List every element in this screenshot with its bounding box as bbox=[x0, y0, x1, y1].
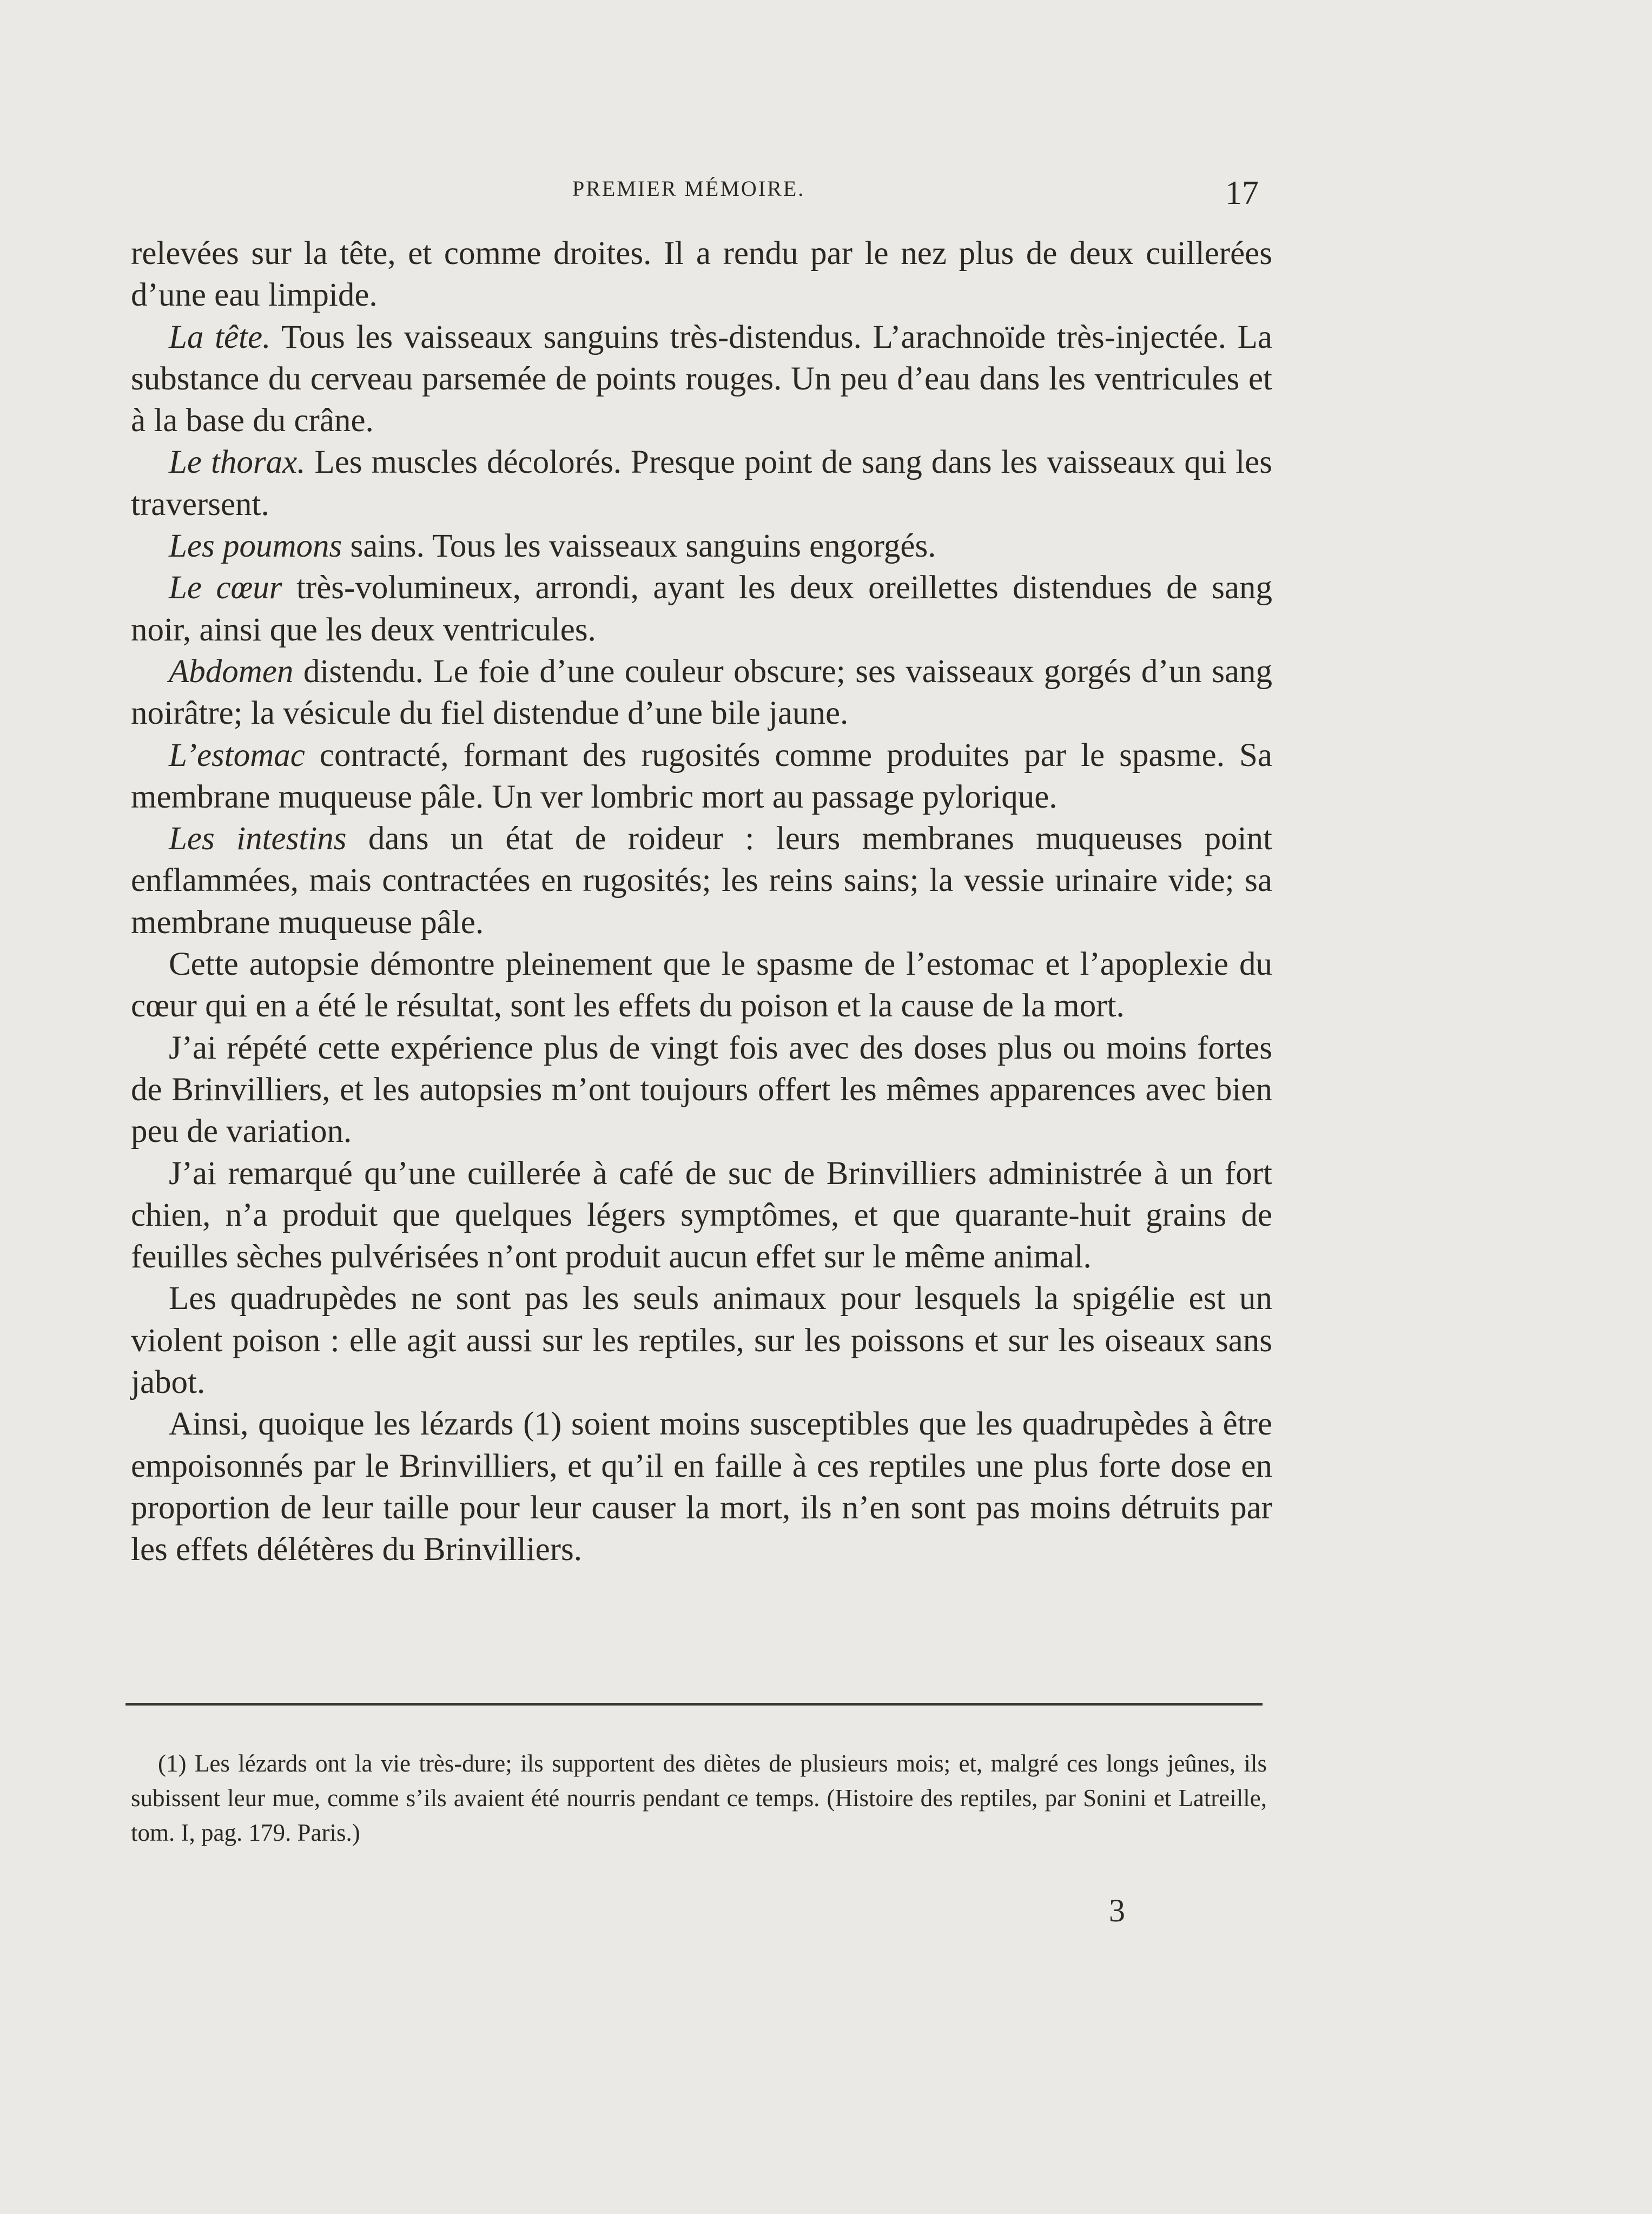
paragraph-text: Les muscles décolorés. Presque point de sang dans les vaisseaux qui les traversent. bbox=[131, 444, 1272, 523]
footnote bbox=[131, 1746, 1267, 1850]
section-label: L’estomac bbox=[169, 737, 305, 774]
paragraph: Les quadrupèdes ne sont pas les seuls animaux pour lesquels la spigélie est un violent poison : elle agit aussi sur les reptiles, sur les poissons et sur les oiseaux sans jabot. bbox=[131, 1280, 1272, 1401]
paragraph bbox=[131, 818, 1272, 943]
paragraph-text: Tous les vaisseaux sanguins très-distendus. L’arachnoïde très-injectée. La substance du cerveau parsemée de points rouges. Un peu d’eau dans les ventricules et à la base du crâne. bbox=[131, 319, 1272, 439]
paragraph bbox=[131, 651, 1272, 735]
page-number: 17 bbox=[1225, 175, 1259, 212]
section-label: Le cœur bbox=[169, 570, 282, 606]
footnote-text: (1) Les lézards ont la vie très-dure; ils supportent des diètes de plusieurs mois; et, malgré ces longs jeûnes, ils subissent leur mue, comme s’ils avaient été nourris pendant ce temps. (Histoire des reptiles, par Sonini et Latreille, tom. I, pag. 179. Paris.) bbox=[131, 1750, 1267, 1846]
paragraph: Cette autopsie démontre pleinement que le spasme de l’estomac et l’apoplexie du cœur qui en a été le résultat, sont les effets du poison et la cause de la mort. bbox=[131, 946, 1272, 1025]
paragraph bbox=[131, 567, 1272, 651]
paragraph-text: contracté, formant des rugosités comme produites par le spasme. Sa membrane muqueuse pâle. Un ver lombric mort au passage pylorique. bbox=[131, 737, 1273, 815]
paragraph: relevées sur la tête, et comme droites. Il a rendu par le nez plus de deux cuillerées d’une eau limpide. bbox=[131, 235, 1272, 314]
paragraph: J’ai remarqué qu’une cuillerée à café de suc de Brinvilliers administrée à un fort chien, n’a produit que quelques légers symptômes, et que quarante-huit grains de feuilles sèches pulvérisées n’ont produit aucun effet sur le même animal. bbox=[131, 1155, 1272, 1275]
paragraph-text: sains. Tous les vaisseaux sanguins engorgés. bbox=[350, 528, 936, 565]
paragraph bbox=[131, 441, 1272, 525]
paragraph-text: distendu. Le foie d’une couleur obscure; ses vaisseaux gorgés d’un sang noirâtre; la vésicule du fiel distendue d’une bile jaune. bbox=[131, 653, 1273, 732]
section-label: Les poumons bbox=[169, 528, 342, 565]
paragraph: Ainsi, quoique les lézards (1) soient moins susceptibles que les quadrupèdes à être empoisonnés par le Brinvilliers, et qu’il en faille à ces reptiles une plus forte dose en proportion de leur taille pour leur causer la mort, ils n’en sont pas moins détruits par les effets délétères du Brinvilliers. bbox=[131, 1406, 1272, 1568]
paragraph bbox=[131, 735, 1272, 818]
running-title: PREMIER MÉMOIRE. bbox=[572, 176, 805, 201]
paragraph bbox=[131, 525, 1272, 567]
section-label: Le thorax. bbox=[169, 444, 306, 481]
paragraph bbox=[131, 316, 1272, 442]
main-text bbox=[131, 233, 1272, 1571]
paragraph-text: très-volumineux, arrondi, ayant les deux oreillettes distendues de sang noir, ainsi que les deux ventricules. bbox=[131, 570, 1272, 648]
section-label: La tête. bbox=[169, 319, 271, 355]
signature-mark: 3 bbox=[1109, 1893, 1125, 1928]
paragraph: J’ai répété cette expérience plus de vingt fois avec des doses plus ou moins fortes de Brinvilliers, et les autopsies m’ont toujours offert les mêmes apparences avec bien peu de variation. bbox=[131, 1029, 1272, 1150]
section-label: Les intestins bbox=[169, 821, 347, 857]
paragraph-text: dans un état de roideur : leurs membranes muqueuses point enflammées, mais contractées en rugosités; les reins sains; la vessie urinaire vide; sa membrane muqueuse pâle. bbox=[131, 821, 1273, 941]
section-label: Abdomen bbox=[169, 653, 294, 690]
footnote-divider bbox=[125, 1703, 1263, 1706]
